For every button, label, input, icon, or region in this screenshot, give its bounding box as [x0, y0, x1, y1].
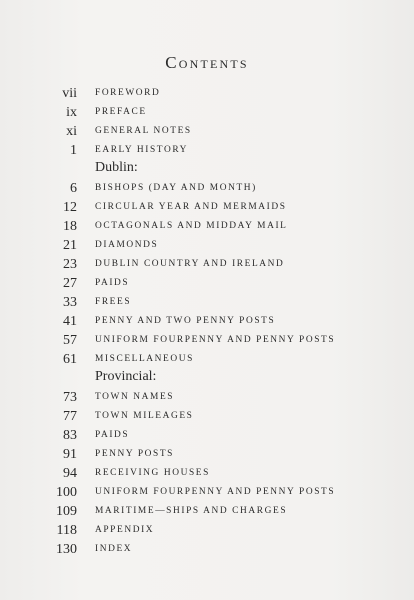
section-label: Dublin:: [95, 160, 138, 175]
entry-title: DIAMONDS: [95, 240, 159, 250]
page-number: xi: [66, 124, 77, 139]
entry-title: BISHOPS (DAY AND MONTH): [95, 183, 257, 193]
page-number: 18: [63, 219, 77, 234]
toc-entry: [0, 274, 414, 293]
toc-entry: [0, 388, 414, 407]
entry-title: OCTAGONALS AND MIDDAY MAIL: [95, 221, 288, 231]
page-number: 1: [70, 143, 77, 158]
entry-title: UNIFORM FOURPENNY AND PENNY POSTS: [95, 487, 336, 497]
page-number: 12: [63, 200, 77, 215]
entry-title: MISCELLANEOUS: [95, 354, 194, 364]
toc-entry: [0, 141, 414, 160]
entry-title: PREFACE: [95, 107, 147, 117]
toc-entry: [0, 502, 414, 521]
toc-entry: [0, 198, 414, 217]
page-number: 83: [63, 428, 77, 443]
table-of-contents: [0, 84, 414, 559]
toc-entry: [0, 540, 414, 559]
toc-entry: [0, 445, 414, 464]
page-number: vii: [62, 86, 77, 101]
entry-title: FOREWORD: [95, 88, 161, 98]
page-number: 118: [56, 523, 77, 538]
section-label: Provincial:: [95, 369, 157, 384]
entry-title: PAIDS: [95, 278, 130, 288]
entry-title: RECEIVING HOUSES: [95, 468, 210, 478]
toc-entry: [0, 103, 414, 122]
contents-title: Contents: [165, 53, 249, 72]
toc-section-heading: [0, 369, 414, 388]
toc-entry: [0, 217, 414, 236]
page-number: 6: [70, 181, 77, 196]
page-number: ix: [66, 105, 77, 120]
entry-title: UNIFORM FOURPENNY AND PENNY POSTS: [95, 335, 336, 345]
toc-entry: [0, 331, 414, 350]
page-number: 57: [63, 333, 77, 348]
toc-entry: [0, 255, 414, 274]
page-number: 61: [63, 352, 77, 367]
toc-entry: [0, 236, 414, 255]
page-number: 100: [56, 485, 77, 500]
entry-title: FREES: [95, 297, 132, 307]
toc-entry: [0, 122, 414, 141]
entry-title: CIRCULAR YEAR AND MERMAIDS: [95, 202, 287, 212]
entry-title: APPENDIX: [95, 525, 155, 535]
toc-entry: [0, 179, 414, 198]
entry-title: TOWN MILEAGES: [95, 411, 194, 421]
page-number: 130: [56, 542, 77, 557]
page-number: 23: [63, 257, 77, 272]
entry-title: PENNY AND TWO PENNY POSTS: [95, 316, 276, 326]
toc-entry: [0, 407, 414, 426]
toc-entry: [0, 312, 414, 331]
entry-title: PENNY POSTS: [95, 449, 174, 459]
toc-entry: [0, 521, 414, 540]
entry-title: GENERAL NOTES: [95, 126, 192, 136]
page-number: 41: [63, 314, 77, 329]
page-number: 73: [63, 390, 77, 405]
entry-title: TOWN NAMES: [95, 392, 175, 402]
page-number: 33: [63, 295, 77, 310]
entry-title: INDEX: [95, 544, 133, 554]
toc-entry: [0, 464, 414, 483]
page-number: 21: [63, 238, 77, 253]
entry-title: DUBLIN COUNTRY AND IRELAND: [95, 259, 285, 269]
entry-title: EARLY HISTORY: [95, 145, 189, 155]
toc-section-heading: [0, 160, 414, 179]
toc-entry: [0, 84, 414, 103]
page-number: 77: [63, 409, 77, 424]
page-number: 94: [63, 466, 77, 481]
toc-entry: [0, 483, 414, 502]
toc-entry: [0, 293, 414, 312]
entry-title: PAIDS: [95, 430, 130, 440]
page-number: 91: [63, 447, 77, 462]
page-number: 27: [63, 276, 77, 291]
page-number: 109: [56, 504, 77, 519]
toc-entry: [0, 350, 414, 369]
entry-title: MARITIME—SHIPS AND CHARGES: [95, 506, 288, 516]
toc-entry: [0, 426, 414, 445]
